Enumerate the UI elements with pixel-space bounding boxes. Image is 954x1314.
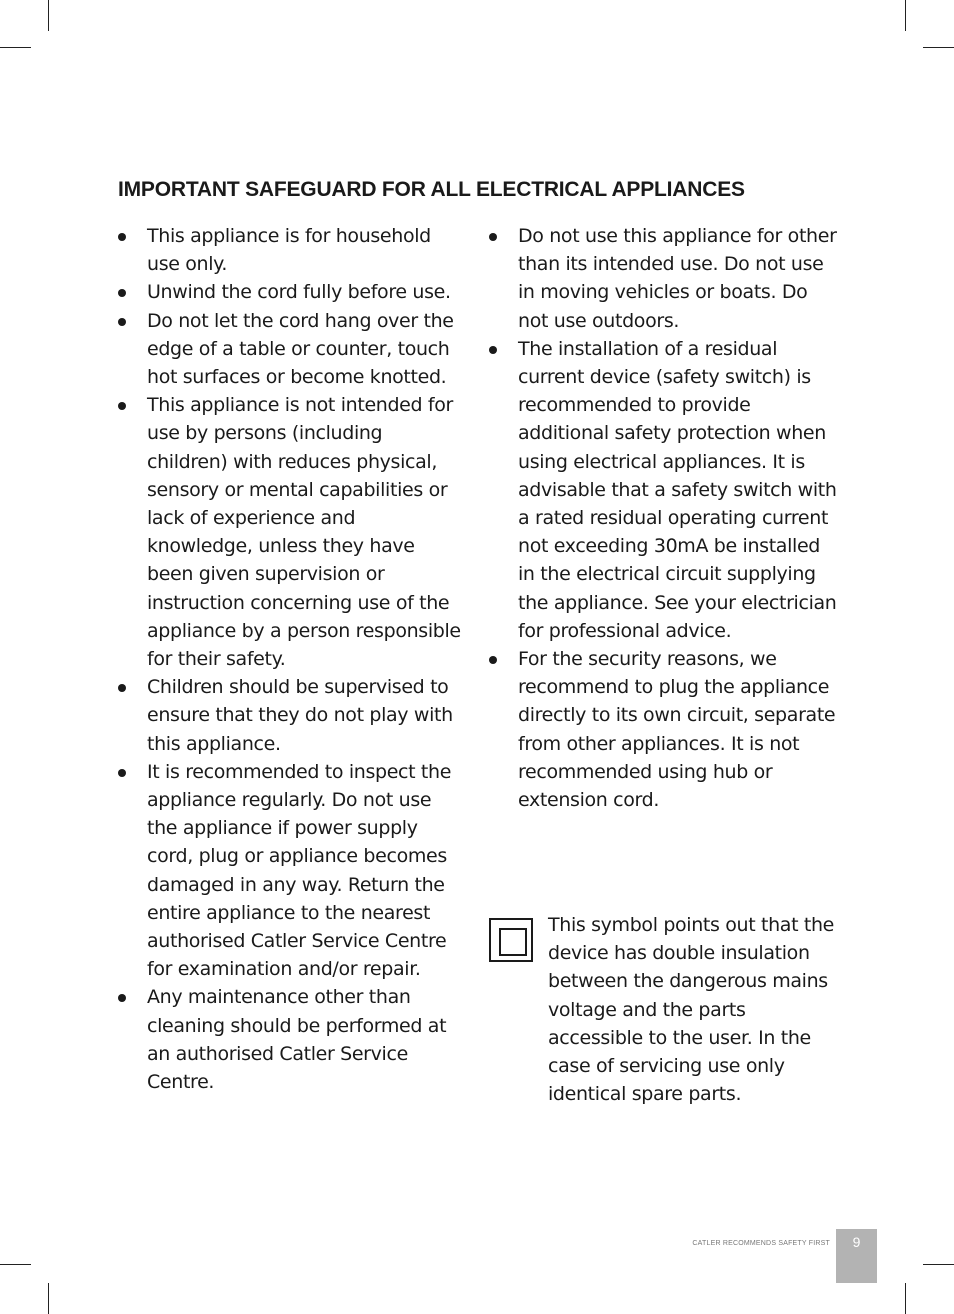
list-item-text: Children should be supervised to ensure that they do not play with this appliance. xyxy=(147,676,453,755)
list-item xyxy=(118,758,466,984)
list-item xyxy=(118,222,466,278)
double-insulation-inner-square xyxy=(499,928,527,956)
safeguard-list-right xyxy=(489,222,839,814)
bullet-icon xyxy=(118,318,126,326)
list-item-text: Unwind the cord fully before use. xyxy=(147,281,451,304)
list-item xyxy=(118,278,466,306)
list-item-text: For the security reasons, we recommend to plug the appliance directly to its own circuit, separate from other appliances. It is not recommended using hub or extension cord. xyxy=(518,648,836,812)
list-item xyxy=(489,222,839,335)
double-insulation-note xyxy=(489,911,839,1108)
list-item xyxy=(118,983,466,1096)
list-item-text: This appliance is not intended for use by persons (including children) with reduces physical, sensory or mental capabilities or lack of experience and knowledge, unless they have been given supervision or instruction concerning use of the appliance by a person responsible for their safety. xyxy=(147,394,461,671)
bullet-icon xyxy=(118,769,126,777)
list-item-text: The installation of a residual current device (safety switch) is recommended to provide additional safety protection when using electrical appliances. It is advisable that a safety switch with a rated residual operating current not exceeding 30mA be installed in the electrical circuit supplying the appliance. See your electrician for professional advice. xyxy=(518,337,837,642)
page-number-tab xyxy=(836,1229,877,1283)
symbol-note-text: This symbol points out that the device has double insulation between the dangerous mains voltage and the parts accessible to the user. In the case of servicing use only identical spare parts. xyxy=(548,914,835,1106)
crop-mark xyxy=(48,0,49,31)
safeguard-list-left xyxy=(118,222,466,1096)
list-item xyxy=(118,307,466,392)
crop-mark xyxy=(0,1264,31,1265)
page-number: 9 xyxy=(852,1234,861,1250)
crop-mark xyxy=(905,0,906,31)
bullet-icon xyxy=(118,402,126,410)
list-item xyxy=(118,391,466,673)
crop-mark xyxy=(0,47,31,48)
page-heading: IMPORTANT SAFEGUARD FOR ALL ELECTRICAL APPLIANCES xyxy=(118,178,745,201)
list-item-text: It is recommended to inspect the appliance regularly. Do not use the appliance if power supply cord, plug or appliance becomes damaged in any way. Return the entire appliance to the nearest authorised Catler Service Centre for examination and/or repair. xyxy=(147,760,452,981)
list-item-text: This appliance is for household use only. xyxy=(147,225,431,276)
list-item-text: Do not use this appliance for other than its intended use. Do not use in moving vehicles or boats. Do not use outdoors. xyxy=(518,225,837,332)
list-item xyxy=(489,335,839,645)
bullet-icon xyxy=(489,656,497,664)
bullet-icon xyxy=(489,346,497,354)
list-item xyxy=(489,645,839,814)
bullet-icon xyxy=(118,289,126,297)
list-item-text: Any maintenance other than cleaning should be performed at an authorised Catler Service Centre. xyxy=(147,986,447,1094)
double-insulation-icon xyxy=(489,918,533,962)
list-item xyxy=(118,673,466,758)
list-item-text: Do not let the cord hang over the edge of a table or counter, touch hot surfaces or become knotted. xyxy=(147,309,454,389)
crop-mark xyxy=(923,47,954,48)
footer-tagline: CATLER RECOMMENDS SAFETY FIRST xyxy=(692,1240,830,1247)
bullet-icon xyxy=(118,994,126,1002)
bullet-icon xyxy=(118,233,126,241)
bullet-icon xyxy=(489,233,497,241)
crop-mark xyxy=(905,1283,906,1314)
crop-mark xyxy=(48,1283,49,1314)
crop-mark xyxy=(923,1264,954,1265)
bullet-icon xyxy=(118,684,126,692)
